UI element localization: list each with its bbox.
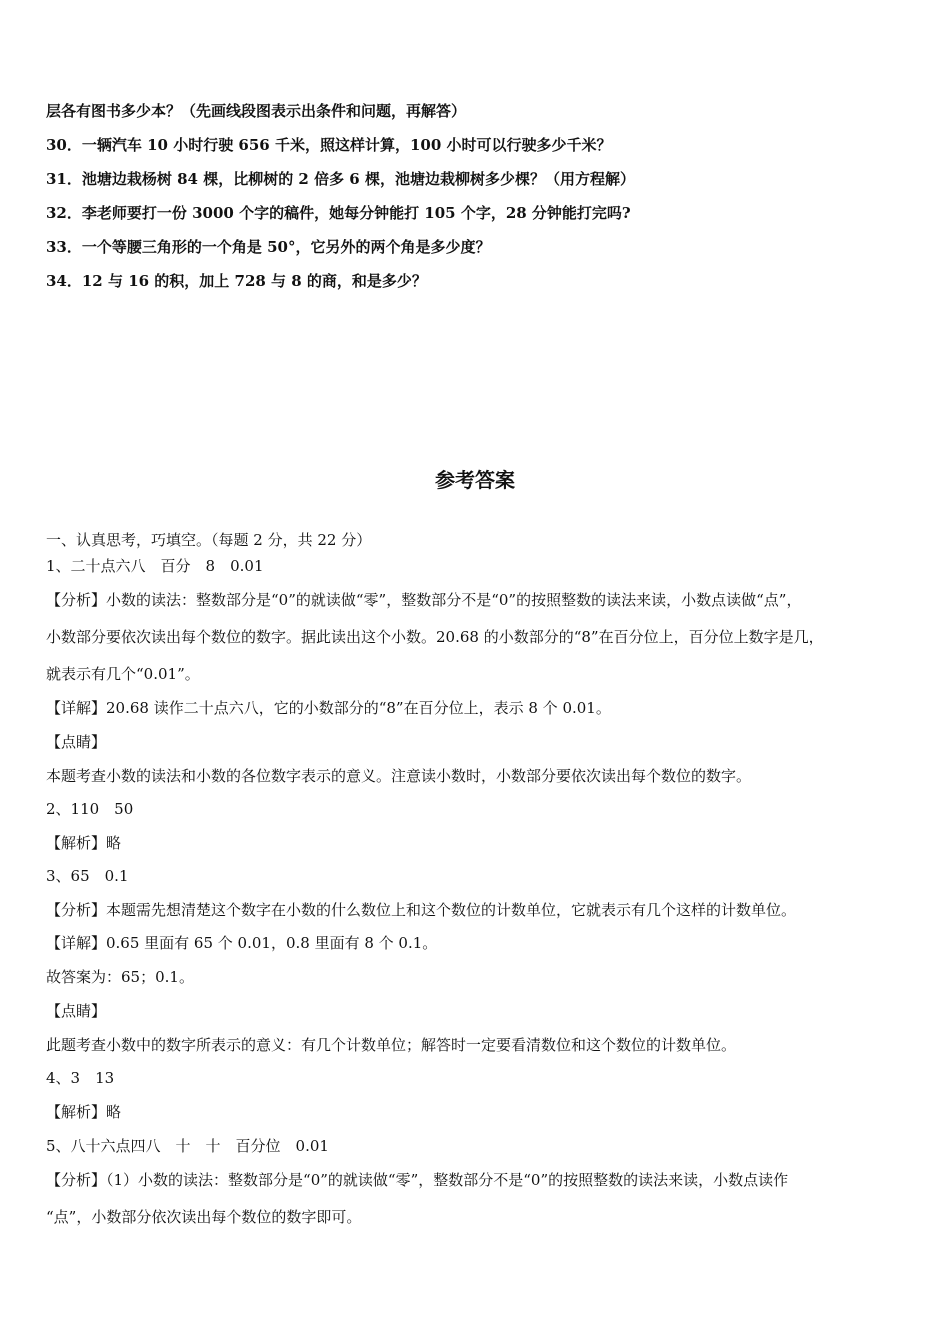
answer-line: 本题考查小数的读法和小数的各位数字表示的意义。注意读小数时，小数部分要依次读出每个数位的数字。 (46, 767, 752, 785)
answer-line: 【详解】0.65 里面有 65 个 0.01，0.8 里面有 8 个 0.1。 (46, 934, 438, 952)
answer-line: 【分析】本题需先想清楚这个数字在小数的什么数位上和这个数位的计数单位，它就表示有几个这样的计数单位。 (46, 901, 797, 919)
question-32: 32．李老师要打一份 3000 个字的稿件，她每分钟能打 105 个字，28 分钟能打完吗? (46, 204, 631, 222)
answer-line: 【解析】略 (46, 1103, 122, 1121)
answer-line: 【详解】20.68 读作二十点六八，它的小数部分的“8”在百分位上，表示 8 个 0.01。 (46, 699, 611, 717)
answer-line: “点”，小数部分依次读出每个数位的数字即可。 (46, 1208, 362, 1226)
answer-line: 【解析】略 (46, 834, 122, 852)
answer-line: 3、65 0.1 (46, 867, 129, 885)
answer-line: 此题考查小数中的数字所表示的意义：有几个计数单位；解答时一定要看清数位和这个数位的计数单位。 (46, 1036, 737, 1054)
answer-line: 小数部分要依次读出每个数位的数字。据此读出这个小数。20.68 的小数部分的“8”在百分位上，百分位上数字是几， (46, 628, 824, 646)
answer-line: 故答案为：65；0.1。 (46, 968, 194, 986)
question-29-continuation: 层各有图书多少本？（先画线段图表示出条件和问题，再解答） (46, 102, 467, 120)
answer-line: 【分析】（1）小数的读法：整数部分是“0”的就读做“零”，整数部分不是“0”的按照整数的读法来读，小数点读作 (46, 1171, 789, 1189)
question-33: 33．一个等腰三角形的一个角是 50°，它另外的两个角是多少度？ (46, 238, 491, 256)
question-30: 30．一辆汽车 10 小时行驶 656 千米，照这样计算，100 小时可以行驶多少千米？ (46, 136, 612, 154)
section-header: 一、认真思考，巧填空。（每题 2 分，共 22 分） (46, 531, 372, 549)
answer-line: 【点睛】 (46, 1002, 107, 1020)
answer-line: 【点睛】 (46, 733, 107, 751)
answer-line: 就表示有几个“0.01”。 (46, 665, 200, 683)
answer-line: 5、八十六点四八 十 十 百分位 0.01 (46, 1137, 329, 1155)
question-34: 34．12 与 16 的积，加上 728 与 8 的商，和是多少？ (46, 272, 427, 290)
answer-line: 2、110 50 (46, 800, 134, 818)
answers-title: 参考答案 (435, 468, 515, 492)
answer-line: 4、3 13 (46, 1069, 115, 1087)
question-31: 31．池塘边栽杨树 84 棵，比柳树的 2 倍多 6 棵，池塘边栽柳树多少棵？（用方程解） (46, 170, 635, 188)
answer-line: 【分析】小数的读法：整数部分是“0”的就读做“零”，整数部分不是“0”的按照整数的读法来读，小数点读做“点”， (46, 591, 802, 609)
answer-line: 1、二十点六八 百分 8 0.01 (46, 557, 264, 575)
